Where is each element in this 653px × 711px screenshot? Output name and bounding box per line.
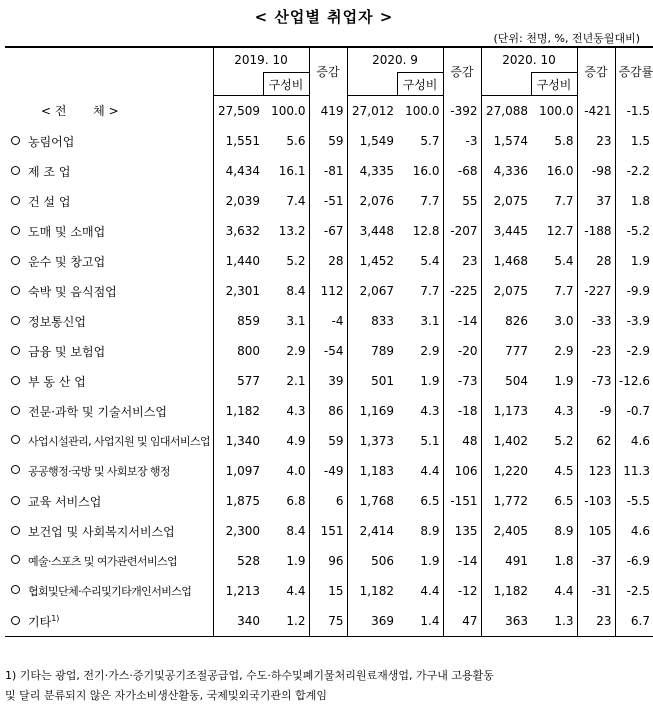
ratio-2020-9: 12.8 [412,224,440,238]
value-2020-10: 1,574 [481,126,531,156]
ratio-2020-9: 4.3 [420,404,440,418]
rate-2020-10: -2.5 [615,576,653,606]
change-2020-9: 55 [443,186,481,216]
value-2020-9: 3,448 [347,216,397,246]
header-rate-2020-10: 증감률 [615,47,653,96]
change-2019-10: 96 [309,546,347,576]
ratio-2020-9: 5.4 [420,254,440,268]
value-2020-10: 777 [481,336,531,366]
table-row [5,156,653,186]
bullet-circle-icon [11,555,20,564]
ratio-2020-9: 16.0 [412,164,440,178]
change-2019-10: 151 [309,516,347,546]
industry-label [5,126,213,156]
value-2019-10: 4,434 [213,156,263,186]
industry-label [5,456,213,486]
ratio-2020-10: 4.3 [554,404,574,418]
ratio-2020-9: 5.7 [420,134,440,148]
value-2020-10: 2,405 [481,516,531,546]
rate-2020-10: 4.6 [615,516,653,546]
table-row [5,276,653,306]
ratio-2020-9: 7.7 [420,194,440,208]
table-row [5,396,653,426]
rate-2020-10: -6.9 [615,546,653,576]
table-row [5,606,653,637]
ratio-2020-9: 3.1 [420,314,440,328]
change-2020-10: -9 [577,396,615,426]
rate-2020-10: 11.3 [615,456,653,486]
rate-2020-10: -9.9 [615,276,653,306]
rate-2020-10: 6.7 [615,606,653,637]
value-2020-9: 2,076 [347,186,397,216]
change-2020-9: -68 [443,156,481,186]
industry-name: 숙박 및 음식점업 [28,284,117,299]
value-2019-10: 1,340 [213,426,263,456]
industry-label [5,156,213,186]
value-2020-10: 3,445 [481,216,531,246]
change-2019-10: 59 [309,126,347,156]
change-2020-10: 37 [577,186,615,216]
change-2019-10: 15 [309,576,347,606]
value-2020-9: 2,067 [347,276,397,306]
bullet-circle-icon [11,346,20,355]
value-2020-10: 2,075 [481,276,531,306]
bullet-circle-icon [11,585,20,594]
industry-label [5,336,213,366]
industry-name: 제 조 업 [28,164,71,179]
rate-2020-10: -1.5 [615,96,653,127]
ratio-2020-9: 4.4 [420,584,440,598]
change-2020-9: 47 [443,606,481,637]
value-2020-9: 369 [347,606,397,637]
industry-name: 보건업 및 사회복지서비스업 [28,524,175,539]
header-period-2020-10: 2020. 10 [481,47,577,73]
value-2020-10: 4,336 [481,156,531,186]
value-2019-10: 1,551 [213,126,263,156]
ratio-2020-9: 8.9 [420,524,440,538]
change-2020-9: 23 [443,246,481,276]
ratio-2020-10: 4.5 [554,464,574,478]
bullet-circle-icon [11,406,20,415]
bullet-circle-icon [11,256,20,265]
change-2020-10: 62 [577,426,615,456]
change-2020-9: -73 [443,366,481,396]
bullet-circle-icon [11,166,20,175]
ratio-2019-10: 5.2 [286,254,306,268]
industry-name: 전문·과학 및 기술서비스업 [28,404,167,419]
change-2020-10: 105 [577,516,615,546]
table-row [5,576,653,606]
change-2019-10: 39 [309,366,347,396]
table-row [5,486,653,516]
change-2020-9: -14 [443,546,481,576]
bullet-circle-icon [11,196,20,205]
change-2020-10: 23 [577,126,615,156]
industry-label [5,186,213,216]
value-2020-10: 1,402 [481,426,531,456]
value-2020-10: 826 [481,306,531,336]
change-2020-9: -151 [443,486,481,516]
rate-2020-10: -2.9 [615,336,653,366]
value-2019-10: 2,039 [213,186,263,216]
ratio-2020-9: 7.7 [420,284,440,298]
industry-label [5,306,213,336]
value-2020-9: 789 [347,336,397,366]
change-2019-10: -51 [309,186,347,216]
header-ratio-2020-9: 구성비 [397,73,443,96]
value-2019-10: 1,440 [213,246,263,276]
bullet-circle-icon [11,526,20,535]
ratio-2019-10: 6.8 [286,494,306,508]
ratio-2019-10: 5.6 [286,134,306,148]
change-2020-9: -20 [443,336,481,366]
value-2020-9: 1,169 [347,396,397,426]
industry-label [5,96,213,127]
change-2019-10: -81 [309,156,347,186]
value-2020-9: 1,182 [347,576,397,606]
page-title: < 산업별 취업자 > [254,8,394,26]
industry-label [5,516,213,546]
industry-label [5,216,213,246]
bullet-circle-icon [11,465,20,474]
table-row [5,366,653,396]
industry-name: 건 설 업 [28,194,71,209]
change-2019-10: 6 [309,486,347,516]
ratio-2020-10: 5.4 [554,254,574,268]
ratio-2020-9: 4.4 [420,464,440,478]
table-row [5,546,653,576]
rate-2020-10: -5.5 [615,486,653,516]
value-2020-10: 1,772 [481,486,531,516]
value-2020-10: 1,468 [481,246,531,276]
total-row [5,96,653,127]
bullet-circle-icon [11,286,20,295]
industry-name: 농림어업 [28,134,75,149]
value-2019-10: 27,509 [213,96,263,127]
ratio-2019-10: 4.4 [286,584,306,598]
ratio-2019-10: 1.2 [263,606,309,637]
rate-2020-10: 4.6 [615,426,653,456]
change-2019-10: 75 [309,606,347,637]
table-row [5,186,653,216]
ratio-2020-10: 7.7 [554,194,574,208]
value-2020-10: 363 [481,606,531,637]
value-2020-10: 27,088 [481,96,531,127]
value-2020-9: 1,183 [347,456,397,486]
unit-note: (단위: 천명, %, 전년동월대비) [493,32,640,45]
rate-2020-10: 1.9 [615,246,653,276]
bullet-circle-icon [11,136,20,145]
table-row [5,336,653,366]
header-change-2019-10: 증감 [309,47,347,96]
ratio-2020-10: 2.9 [554,344,574,358]
value-2019-10: 340 [213,606,263,637]
value-2019-10: 3,632 [213,216,263,246]
value-2019-10: 1,875 [213,486,263,516]
value-2020-10: 1,220 [481,456,531,486]
table-row [5,246,653,276]
ratio-2020-9: 5.1 [420,434,440,448]
industry-name: 사업시설관리, 사업지원 및 임대서비스업 [28,435,211,448]
change-2019-10: 112 [309,276,347,306]
industry-name: 교육 서비스업 [28,494,102,509]
ratio-2019-10: 16.1 [278,164,306,178]
table-row [5,126,653,156]
value-2019-10: 1,182 [213,396,263,426]
bullet-circle-icon [11,496,20,505]
change-2020-10: 123 [577,456,615,486]
change-2020-9: -14 [443,306,481,336]
ratio-2019-10: 4.3 [286,404,306,418]
change-2020-10: -103 [577,486,615,516]
rate-2020-10: -3.9 [615,306,653,336]
value-2020-9: 1,373 [347,426,397,456]
ratio-2020-9: 100.0 [405,104,440,118]
change-2019-10: 59 [309,426,347,456]
industry-name: 도매 및 소매업 [28,224,106,239]
industry-name: 공공행정·국방 및 사회보장 행정 [28,465,170,478]
value-2020-10: 491 [481,546,531,576]
ratio-2020-10: 5.8 [554,134,574,148]
ratio-2019-10: 2.9 [286,344,306,358]
ratio-2020-10: 7.7 [554,284,574,298]
rate-2020-10: 1.5 [615,126,653,156]
header-change-2020-9: 증감 [443,47,481,96]
industry-name: < 전 체 > [41,104,119,119]
ratio-2020-10: 16.0 [546,164,574,178]
change-2020-9: -225 [443,276,481,306]
header-industry [5,47,213,96]
change-2020-10: 23 [577,606,615,637]
change-2020-10: -227 [577,276,615,306]
change-2019-10: -4 [309,306,347,336]
value-2019-10: 577 [213,366,263,396]
header-period-2019-10: 2019. 10 [213,47,309,73]
ratio-2020-9: 2.9 [420,344,440,358]
header-period-2020-9: 2020. 9 [347,47,443,73]
change-2020-9: 106 [443,456,481,486]
value-2019-10: 2,300 [213,516,263,546]
change-2019-10: -54 [309,336,347,366]
industry-name: 예술·스포츠 및 여가관련서비스업 [28,555,178,568]
ratio-2019-10: 4.0 [286,464,306,478]
ratio-2020-10: 1.8 [554,554,574,568]
rate-2020-10: 1.8 [615,186,653,216]
table-row [5,516,653,546]
ratio-2019-10: 7.4 [286,194,306,208]
value-2020-10: 1,182 [481,576,531,606]
change-2019-10: 86 [309,396,347,426]
industry-label [5,426,213,456]
change-2020-10: -98 [577,156,615,186]
rate-2020-10: -2.2 [615,156,653,186]
ratio-2020-10: 5.2 [554,434,574,448]
table-row [5,216,653,246]
industry-name: 부 동 산 업 [28,374,86,389]
ratio-2020-10: 100.0 [539,104,574,118]
change-2020-9: 48 [443,426,481,456]
ratio-2020-9: 1.9 [420,554,440,568]
industry-label [5,276,213,306]
table-row [5,456,653,486]
value-2019-10: 1,213 [213,576,263,606]
ratio-2019-10: 100.0 [271,104,306,118]
header-ratio-2020-10: 구성비 [531,73,577,96]
change-2020-10: -188 [577,216,615,246]
value-2020-10: 504 [481,366,531,396]
rate-2020-10: -0.7 [615,396,653,426]
footnote-line-2: 및 달리 분류되지 않은 자가소비생산활동, 국제및외국기관의 합계임 [5,689,328,702]
industry-name: 운수 및 창고업 [28,254,106,269]
industry-name: 기타 [28,614,52,629]
value-2019-10: 528 [213,546,263,576]
ratio-2020-10: 8.9 [554,524,574,538]
value-2020-9: 833 [347,306,397,336]
value-2020-9: 1,549 [347,126,397,156]
value-2019-10: 800 [213,336,263,366]
change-2020-9: -207 [443,216,481,246]
value-2019-10: 2,301 [213,276,263,306]
ratio-2020-9: 1.4 [397,606,443,637]
ratio-2019-10: 8.4 [286,284,306,298]
value-2019-10: 859 [213,306,263,336]
change-2020-10: -421 [577,96,615,127]
change-2020-9: -18 [443,396,481,426]
industry-label [5,396,213,426]
ratio-2020-10: 1.9 [554,374,574,388]
ratio-2019-10: 2.1 [286,374,306,388]
industry-label [5,606,213,637]
change-2020-10: -37 [577,546,615,576]
industry-label [5,366,213,396]
value-2020-9: 1,768 [347,486,397,516]
change-2020-9: -12 [443,576,481,606]
value-2020-9: 2,414 [347,516,397,546]
industry-label [5,246,213,276]
value-2020-9: 27,012 [347,96,397,127]
change-2020-10: -73 [577,366,615,396]
industry-label [5,486,213,516]
industry-name: 협회및단체·수리및기타개인서비스업 [28,585,192,598]
change-2020-10: -23 [577,336,615,366]
ratio-2020-10: 1.3 [531,606,577,637]
change-2019-10: -67 [309,216,347,246]
header-change-2020-10: 증감 [577,47,615,96]
change-2019-10: 419 [309,96,347,127]
value-2020-9: 4,335 [347,156,397,186]
value-2019-10: 1,097 [213,456,263,486]
ratio-2020-10: 4.4 [554,584,574,598]
employment-by-industry-table [5,46,653,637]
ratio-2019-10: 8.4 [286,524,306,538]
ratio-2020-10: 3.0 [554,314,574,328]
bullet-circle-icon [11,435,20,444]
ratio-2019-10: 4.9 [286,434,306,448]
bullet-circle-icon [11,376,20,385]
bullet-circle-icon [11,226,20,235]
bullet-circle-icon [11,616,20,625]
footnote [5,666,643,706]
bullet-circle-icon [11,316,20,325]
rate-2020-10: -5.2 [615,216,653,246]
change-2020-10: 28 [577,246,615,276]
change-2020-9: 135 [443,516,481,546]
header-ratio-2019-10: 구성비 [263,73,309,96]
footnote-marker: 1) [51,613,60,623]
change-2019-10: 28 [309,246,347,276]
industry-label [5,576,213,606]
ratio-2020-10: 12.7 [546,224,574,238]
industry-label [5,546,213,576]
table-row [5,426,653,456]
change-2019-10: -49 [309,456,347,486]
value-2020-9: 506 [347,546,397,576]
change-2020-10: -31 [577,576,615,606]
value-2020-10: 1,173 [481,396,531,426]
ratio-2020-9: 1.9 [420,374,440,388]
value-2020-10: 2,075 [481,186,531,216]
ratio-2019-10: 13.2 [278,224,306,238]
industry-name: 금융 및 보험업 [28,344,106,359]
change-2020-10: -33 [577,306,615,336]
footnote-line-1: 1) 기타는 광업, 전기·가스·증기및공기조절공급업, 수도·하수및폐기물처리원료재생업, 가구내 고용활동 [5,669,494,682]
ratio-2019-10: 3.1 [286,314,306,328]
value-2020-9: 501 [347,366,397,396]
ratio-2019-10: 1.9 [286,554,306,568]
ratio-2020-10: 6.5 [554,494,574,508]
industry-name: 정보통신업 [28,314,86,329]
change-2020-9: -3 [443,126,481,156]
change-2020-9: -392 [443,96,481,127]
ratio-2020-9: 6.5 [420,494,440,508]
value-2020-9: 1,452 [347,246,397,276]
table-row [5,306,653,336]
rate-2020-10: -12.6 [615,366,653,396]
